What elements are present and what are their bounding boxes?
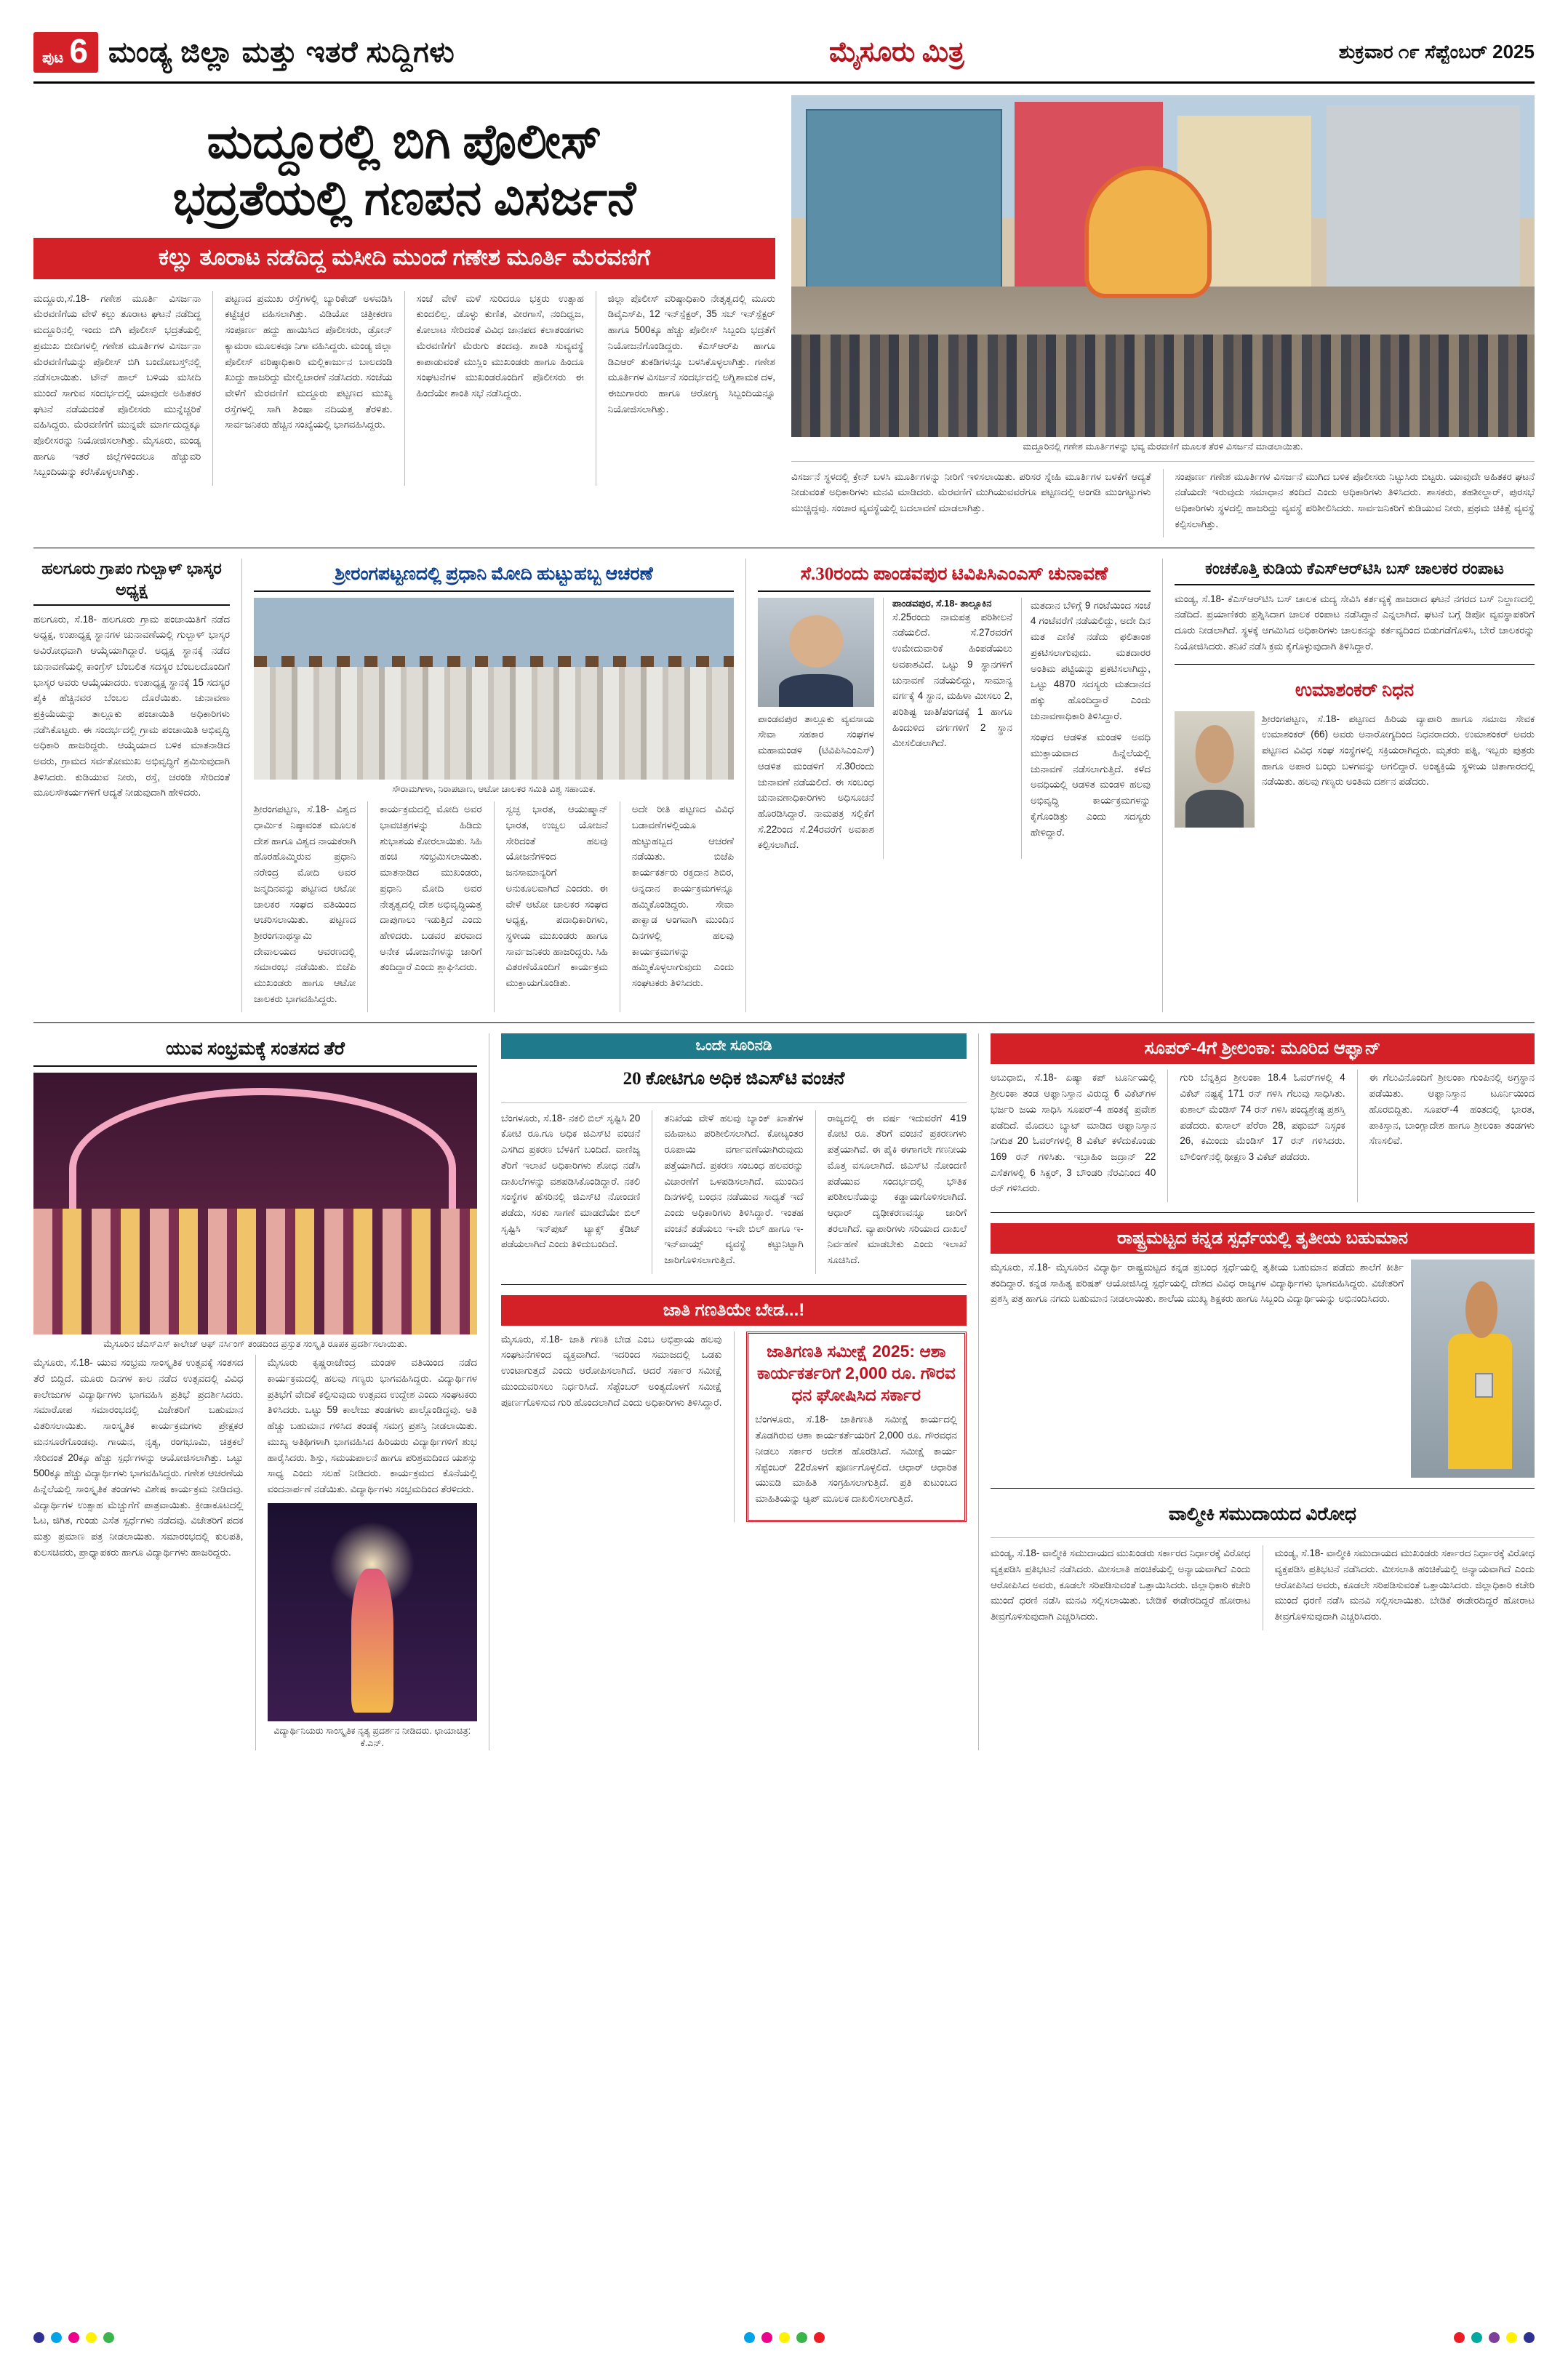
srirangapatna-col-4: ಅದೇ ರೀತಿ ಪಟ್ಟಣದ ವಿವಿಧ ಬಡಾವಣೆಗಳಲ್ಲಿಯೂ ಹುಟ್ಟುಹಬ್ಬದ ಆಚರಣೆ ನಡೆಯಿತು. ಬಿಜೆಪಿ ಕಾರ್ಯಕರ್ತರು ರಕ್ತದಾನ ಶಿಬಿರ, ಅನ್ನದಾನ ಕಾರ್ಯಕ್ರಮಗಳನ್ನೂ ಹಮ್ಮಿಕೊಂಡಿದ್ದರು. ಸೇವಾ ಪಾಕ್ವಾಡ ಅಂಗವಾಗಿ ಮುಂದಿನ ದಿನಗಳಲ್ಲಿ ಹಲವು ಕಾರ್ಯಕ್ರಮಗಳನ್ನು ಹಮ್ಮಿಕೊಳ್ಳಲಾಗುವುದು ಎಂದು ಸಂಘಟಕರು ತಿಳಿಸಿದರು. (631, 804, 734, 989)
lead-col-6: ಸಂಪೂರ್ಣ ಗಣೇಶ ಮೂರ್ತಿಗಳ ವಿಸರ್ಜನೆ ಮುಗಿದ ಬಳಿಕ ಪೊಲೀಸರು ನಿಟ್ಟುಸಿರು ಬಿಟ್ಟರು. ಯಾವುದೇ ಅಹಿತಕರ ಘಟನೆ ನಡೆಯದೇ ಇರುವುದು ಸಮಾಧಾನ ತಂದಿದೆ ಎಂದು ಅಧಿಕಾರಿಗಳು ತಿಳಿಸಿದರು. ಶಾಸಕರು, ತಹಶೀಲ್ದಾರ್, ಪುರಸಭೆ ಅಧಿಕಾರಿಗಳು ಸ್ಥಳದಲ್ಲಿ ಹಾಜರಿದ್ದು ವ್ಯವಸ್ಥೆ ಪರಿಶೀಲಿಸಿದರು. ಸಾರ್ವಜನಿಕರಿಗೆ ಕುಡಿಯುವ ನೀರು, ಪ್ರಥಮ ಚಿಕಿತ್ಸೆ ವ್ಯವಸ್ಥೆ ಕಲ್ಪಿಸಲಾಗಿತ್ತು. (1175, 471, 1535, 529)
gst-col-1: ಬೆಂಗಳೂರು, ಸೆ.18- ನಕಲಿ ಬಿಲ್ ಸೃಷ್ಟಿಸಿ 20 ಕೋಟಿ ರೂ.ಗೂ ಅಧಿಕ ಜಿಎಸ್‌ಟಿ ವಂಚನೆ ಎಸಗಿದ ಪ್ರಕರಣ ಬೆಳಕಿಗೆ ಬಂದಿದೆ. ವಾಣಿಜ್ಯ ತೆರಿಗೆ ಇಲಾಖೆ ಅಧಿಕಾರಿಗಳು ಶೋಧ ನಡೆಸಿ ದಾಖಲೆಗಳನ್ನು ವಶಪಡಿಸಿಕೊಂಡಿದ್ದಾರೆ. ನಕಲಿ ಸಂಸ್ಥೆಗಳ ಹೆಸರಿನಲ್ಲಿ ಜಿಎಸ್‌ಟಿ ನೋಂದಣಿ ಪಡೆದು, ಸರಕು ಸಾಗಣೆ ಮಾಡದೆಯೇ ಬಿಲ್ ಸೃಷ್ಟಿಸಿ ಇನ್‌ಪುಟ್ ಟ್ಯಾಕ್ಸ್ ಕ್ರೆಡಿಟ್ ಪಡೆಯಲಾಗಿದೆ ಎಂದು ತಿಳಿದುಬಂದಿದೆ. (501, 1112, 641, 1250)
srirangapatna-headline: ಶ್ರೀರಂಗಪಟ್ಟಣದಲ್ಲಿ ಪ್ರಧಾನಿ ಮೋದಿ ಹುಟ್ಟುಹಬ್ಬ ಆಚರಣೆ (254, 559, 734, 591)
reg-dot (86, 2332, 97, 2343)
halguru-headline: ಹಲಗೂರು ಗ್ರಾಪಂ ಗುಲ್ಬಾಳ್ ಭಾಸ್ಕರ ಅಧ್ಯಕ್ಷ (33, 559, 230, 605)
headline-line-2: ಭದ್ರತೆಯಲ್ಲಿ ಗಣಪನ ವಿಸರ್ಜನೆ (172, 172, 636, 225)
super4-col-2: ಗುರಿ ಬೆನ್ನತ್ತಿದ ಶ್ರೀಲಂಕಾ 18.4 ಓವರ್‌ಗಳಲ್ಲಿ 4 ವಿಕೆಟ್ ನಷ್ಟಕ್ಕೆ 171 ರನ್ ಗಳಿಸಿ ಗೆಲುವು ಸಾಧಿಸಿತು. ಕುಶಾಲ್ ಮೆಂಡಿಸ್ 74 ರನ್ ಗಳಿಸಿ ಪಂದ್ಯಶ್ರೇಷ್ಠ ಪ್ರಶಸ್ತಿ ಪಡೆದರು. ಕುಸಾಲ್ ಪೆರೆರಾ 28, ಪಥುಮ್ ನಿಸ್ಸಂಕ 26, ಕಮಿಂದು ಮೆಂಡಿಸ್ 17 ರನ್ ಗಳಿಸಿದರು. ಬೌಲಿಂಗ್‌ನಲ್ಲಿ ಥೀಕ್ಷಣ 3 ವಿಕೆಟ್ ಪಡೆದರು. (1180, 1072, 1345, 1162)
masthead (33, 32, 1535, 84)
valmiki-headline: ವಾಲ್ಮೀಕಿ ಸಮುದಾಯದ ವಿರೋಧ (1168, 1505, 1357, 1525)
section-title: ಮಂಡ್ಯ ಜಿಲ್ಲಾ ಮತ್ತು ಇತರೆ ಸುದ್ದಿಗಳು (108, 36, 455, 68)
lead-col-1: ಮದ್ದೂರು,ಸೆ.18- ಗಣೇಶ ಮೂರ್ತಿ ವಿಸರ್ಜನಾ ಮೆರವಣಿಗೆಯ ವೇಳೆ ಕಲ್ಲು ತೂರಾಟ ಘಟನೆ ನಡೆದಿದ್ದ ಮದ್ದೂರಿನಲ್ಲಿ ಇಂದು ಬಿಗಿ ಪೊಲೀಸ್ ಭದ್ರತೆಯಲ್ಲಿ ಪ್ರಮುಖ ಬೀದಿಗಳಲ್ಲಿ ಗಣೇಶ ಮೂರ್ತಿಗಳ ವಿಸರ್ಜನಾ ಮೆರವಣಿಗೆಯನ್ನು ಪೊಲೀಸ್ ಬಿಗಿ ಬಂದೋಬಸ್ತ್‌ನಲ್ಲಿ ನಡೆಸಲಾಯಿತು. ಟೌನ್ ಹಾಲ್ ಬಳಿಯ ಮಸೀದಿ ಮುಂದೆ ಸಾಗುವ ಸಂದರ್ಭದಲ್ಲಿ ಯಾವುದೇ ಅಹಿತಕರ ಘಟನೆ ನಡೆಯದಂತೆ ಪೊಲೀಸರು ಮುನ್ನೆಚ್ಚರಿಕೆ ವಹಿಸಿದ್ದರು. ಮೆರವಣಿಗೆಗೆ ಮುನ್ನವೇ ಮಾರ್ಗದುದ್ದಕ್ಕೂ ಪೊಲೀಸರನ್ನು ನಿಯೋಜಿಸಲಾಗಿತ್ತು. ಮೈಸೂರು, ಮಂಡ್ಯ ಹಾಗೂ ಇತರೆ ಜಿಲ್ಲೆಗಳಿಂದಲೂ ಹೆಚ್ಚುವರಿ ಸಿಬ್ಬಂದಿಯನ್ನು ಕರೆಸಿಕೊಳ್ಳಲಾಗಿತ್ತು. (33, 292, 201, 478)
pandavapura-col-2: ಸೆ.25ರಂದು ನಾಮಪತ್ರ ಪರಿಶೀಲನೆ ನಡೆಯಲಿದೆ. ಸೆ.27ರವರೆಗೆ ಉಮೇದುವಾರಿಕೆ ಹಿಂಪಡೆಯಲು ಅವಕಾಶವಿದೆ. ಒಟ್ಟು 9 ಸ್ಥಾನಗಳಿಗೆ ಚುನಾವಣೆ ನಡೆಯಲಿದ್ದು, ಸಾಮಾನ್ಯ ವರ್ಗಕ್ಕೆ 4 ಸ್ಥಾನ, ಮಹಿಳಾ ಮೀಸಲು 2, ಪರಿಶಿಷ್ಟ ಜಾತಿ/ಪಂಗಡಕ್ಕೆ 1 ಹಾಗೂ ಹಿಂದುಳಿದ ವರ್ಗಗಳಿಗೆ 2 ಸ್ಥಾನ ಮೀಸಲಿಡಲಾಗಿದೆ. (892, 611, 1012, 749)
valmiki-col-2: ಮಂಡ್ಯ, ಸೆ.18- ವಾಲ್ಮೀಕಿ ಸಮುದಾಯದ ಮುಖಂಡರು ಸರ್ಕಾರದ ನಿರ್ಧಾರಕ್ಕೆ ವಿರೋಧ ವ್ಯಕ್ತಪಡಿಸಿ ಪ್ರತಿಭಟನೆ ನಡೆಸಿದರು. ಮೀಸಲಾತಿ ಹಂಚಿಕೆಯಲ್ಲಿ ಅನ್ಯಾಯವಾಗಿದೆ ಎಂದು ಆರೋಪಿಸಿದ ಅವರು, ಕೂಡಲೇ ಸರಿಪಡಿಸುವಂತೆ ಒತ್ತಾಯಿಸಿದರು. ಜಿಲ್ಲಾಧಿಕಾರಿ ಕಚೇರಿ ಮುಂದೆ ಧರಣಿ ನಡೆಸಿ ಮನವಿ ಸಲ್ಲಿಸಲಾಯಿತು. ಬೇಡಿಕೆ ಈಡೇರದಿದ್ದರೆ ಹೋರಾಟ ತೀವ್ರಗೊಳಿಸುವುದಾಗಿ ಎಚ್ಚರಿಸಿದರು. (1274, 1548, 1535, 1622)
dots-center (744, 2332, 825, 2343)
modi-birthday-photo (254, 598, 734, 780)
caste-census-box (746, 1332, 967, 1522)
reg-dot (761, 2332, 772, 2343)
halguru-body: ಹಲಗೂರು, ಸೆ.18- ಹಲಗೂರು ಗ್ರಾಮ ಪಂಚಾಯಿತಿಗೆ ನಡೆದ ಅಧ್ಯಕ್ಷ, ಉಪಾಧ್ಯಕ್ಷ ಸ್ಥಾನಗಳ ಚುನಾವಣೆಯಲ್ಲಿ ಗುಲ್ಬಾಳ್ ಭಾಸ್ಕರ ಅವಿರೋಧವಾಗಿ ಆಯ್ಕೆಯಾಗಿದ್ದಾರೆ. ಅಧ್ಯಕ್ಷ ಸ್ಥಾನಕ್ಕೆ ನಡೆದ ಚುನಾವಣೆಯಲ್ಲಿ ಕಾಂಗ್ರೆಸ್ ಬೆಂಬಲಿತ ಸದಸ್ಯರ ಬೆಂಬಲದೊಂದಿಗೆ ಭಾಸ್ಕರ ಅವರು ಆಯ್ಕೆಯಾದರು. ಉಪಾಧ್ಯಕ್ಷ ಸ್ಥಾನಕ್ಕೆ 15 ಸದಸ್ಯರ ಪೈಕಿ ಹೆಚ್ಚಿನವರ ಬೆಂಬಲ ದೊರೆಯಿತು. ಚುನಾವಣಾ ಪ್ರಕ್ರಿಯೆಯನ್ನು ತಾಲ್ಲೂಕು ಪಂಚಾಯಿತಿ ಅಧಿಕಾರಿಗಳು ನಡೆಸಿಕೊಟ್ಟರು. ಈ ಸಂದರ್ಭದಲ್ಲಿ ಗ್ರಾಮ ಪಂಚಾಯಿತಿ ಅಭಿವೃದ್ಧಿ ಅಧಿಕಾರಿ ಹಾಜರಿದ್ದರು. ಆಯ್ಕೆಯಾದ ಬಳಿಕ ಮಾತನಾಡಿದ ಅವರು, ಗ್ರಾಮದ ಸರ್ವತೋಮುಖ ಅಭಿವೃದ್ಧಿಗೆ ಶ್ರಮಿಸುವುದಾಗಿ ತಿಳಿಸಿದರು. ಕುಡಿಯುವ ನೀರು, ರಸ್ತೆ, ಚರಂಡಿ ಸೇರಿದಂತೆ ಮೂಲಸೌಕರ್ಯಗಳಿಗೆ ಆದ್ಯತೆ ನೀಡುವುದಾಗಿ ಹೇಳಿದರು. (33, 613, 230, 798)
page-badge (33, 32, 98, 73)
caste-box-body: ಬೆಂಗಳೂರು, ಸೆ.18- ಜಾತಿಗಣತಿ ಸಮೀಕ್ಷೆ ಕಾರ್ಯದಲ್ಲಿ ತೊಡಗಿರುವ ಆಶಾ ಕಾರ್ಯಕರ್ತೆಯರಿಗೆ 2,000 ರೂ. ಗೌರವಧನ ನೀಡಲು ಸರ್ಕಾರ ಆದೇಶ ಹೊರಡಿಸಿದೆ. ಸಮೀಕ್ಷೆ ಕಾರ್ಯ ಸೆಪ್ಟೆಂಬರ್ 22ರೊಳಗೆ ಪೂರ್ಣಗೊಳ್ಳಲಿದೆ. ಆಧಾರ್ ಆಧಾರಿತ ಯುಐಡಿ ಮಾಹಿತಿ ಸಂಗ್ರಹಿಸಲಾಗುತ್ತಿದೆ. ಪ್ರತಿ ಕುಟುಂಬದ ಮಾಹಿತಿಯನ್ನು ಆ್ಯಪ್ ಮೂಲಕ ದಾಖಲಿಸಲಾಗುತ್ತಿದೆ. (755, 1414, 957, 1504)
srirangapatna-col-3: ಸ್ವಚ್ಛ ಭಾರತ, ಆಯುಷ್ಮಾನ್ ಭಾರತ, ಉಜ್ವಲ ಯೋಜನೆ ಸೇರಿದಂತೆ ಹಲವು ಯೋಜನೆಗಳಿಂದ ಜನಸಾಮಾನ್ಯರಿಗೆ ಅನುಕೂಲವಾಗಿದೆ ಎಂದರು. ಈ ವೇಳೆ ಆಟೋ ಚಾಲಕರ ಸಂಘದ ಅಧ್ಯಕ್ಷ, ಪದಾಧಿಕಾರಿಗಳು, ಸ್ಥಳೀಯ ಮುಖಂಡರು ಹಾಗೂ ಸಾರ್ವಜನಿಕರು ಹಾಜರಿದ್ದರು. ಸಿಹಿ ವಿತರಣೆಯೊಂದಿಗೆ ಕಾರ್ಯಕ್ರಮ ಮುಕ್ತಾಯಗೊಂಡಿತು. (505, 804, 608, 989)
pandavapura-col-4: ಸಂಘದ ಆಡಳಿತ ಮಂಡಳಿ ಅವಧಿ ಮುಕ್ತಾಯವಾದ ಹಿನ್ನೆಲೆಯಲ್ಲಿ ಚುನಾವಣೆ ನಡೆಸಲಾಗುತ್ತಿದೆ. ಕಳೆದ ಅವಧಿಯಲ್ಲಿ ಆಡಳಿತ ಮಂಡಳಿ ಹಲವು ಅಭಿವೃದ್ಧಿ ಕಾರ್ಯಕ್ರಮಗಳನ್ನು ಕೈಗೊಂಡಿತ್ತು ಎಂದು ಸದಸ್ಯರು ಹೇಳಿದ್ದಾರೆ. (1031, 732, 1151, 838)
super4-band: ಸೂಪರ್-4ಗೆ ಶ್ರೀಲಂಕಾ: ಮೂರಿದ ಆಫ್ಘಾನ್ (991, 1033, 1535, 1064)
bus-body: ಮಂಡ್ಯ, ಸೆ.18- ಕೆಎಸ್‌ಆರ್‌ಟಿಸಿ ಬಸ್ ಚಾಲಕ ಮದ್ಯ ಸೇವಿಸಿ ಕರ್ತವ್ಯಕ್ಕೆ ಹಾಜರಾದ ಘಟನೆ ನಗರದ ಬಸ್ ನಿಲ್ದಾಣದಲ್ಲಿ ನಡೆದಿದೆ. ಪ್ರಯಾಣಿಕರು ಪ್ರಶ್ನಿಸಿದಾಗ ಚಾಲಕ ರಂಪಾಟ ನಡೆಸಿದ್ದಾನೆ ಎನ್ನಲಾಗಿದೆ. ಘಟನೆ ಬಗ್ಗೆ ಡಿಪೋ ವ್ಯವಸ್ಥಾಪಕರಿಗೆ ದೂರು ನೀಡಲಾಗಿದೆ. ಸ್ಥಳಕ್ಕೆ ಆಗಮಿಸಿದ ಅಧಿಕಾರಿಗಳು ಚಾಲಕನನ್ನು ಕರ್ತವ್ಯದಿಂದ ಬಿಡುಗಡೆಗೊಳಿಸಿ, ಬೇರೆ ಚಾಲಕರನ್ನು ನಿಯೋಜಿಸಿದರು. ತನಿಖೆ ನಡೆಸಿ ಕ್ರಮ ಕೈಗೊಳ್ಳುವುದಾಗಿ ತಿಳಿಸಿದ್ದಾರೆ. (1175, 593, 1535, 652)
pandavapura-col-1: ಪಾಂಡವಪುರ ತಾಲ್ಲೂಕು ವ್ಯವಸಾಯ ಸೇವಾ ಸಹಕಾರ ಸಂಘಗಳ ಮಹಾಮಂಡಳಿ (ಟಿವಿಪಿಸಿಎಂಎಸ್) ಆಡಳಿತ ಮಂಡಳಿಗೆ ಸೆ.30ರಂದು ಚುನಾವಣೆ ನಡೆಯಲಿದೆ. ಈ ಸಂಬಂಧ ಚುನಾವಣಾಧಿಕಾರಿಗಳು ಅಧಿಸೂಚನೆ ಹೊರಡಿಸಿದ್ದಾರೆ. ನಾಮಪತ್ರ ಸಲ್ಲಿಕೆಗೆ ಸೆ.22ರಿಂದ ಸೆ.24ರವರೆಗೆ ಅವಕಾಶ ಕಲ್ಪಿಸಲಾಗಿದೆ. (758, 713, 874, 851)
gst-col-3: ರಾಜ್ಯದಲ್ಲಿ ಈ ವರ್ಷ ಇದುವರೆಗೆ 419 ಕೋಟಿ ರೂ. ತೆರಿಗೆ ವಂಚನೆ ಪ್ರಕರಣಗಳು ಪತ್ತೆಯಾಗಿವೆ. ಈ ಪೈಕಿ ಈಗಾಗಲೇ ಗಣನೀಯ ಮೊತ್ತ ವಸೂಲಾಗಿದೆ. ಜಿಎಸ್‌ಟಿ ನೋಂದಣಿ ಪಡೆಯುವ ಸಂದರ್ಭದಲ್ಲಿ ಭೌತಿಕ ಪರಿಶೀಲನೆಯನ್ನು ಕಡ್ಡಾಯಗೊಳಿಸಲಾಗಿದೆ. ಆಧಾರ್ ದೃಢೀಕರಣವನ್ನೂ ಜಾರಿಗೆ ತರಲಾಗಿದೆ. ವ್ಯಾಪಾರಿಗಳು ಸರಿಯಾದ ದಾಖಲೆ ನಿರ್ವಹಣೆ ಮಾಡಬೇಕು ಎಂದು ಇಲಾಖೆ ಸೂಚಿಸಿದೆ. (827, 1112, 967, 1266)
valmiki-col-1: ಮಂಡ್ಯ, ಸೆ.18- ವಾಲ್ಮೀಕಿ ಸಮುದಾಯದ ಮುಖಂಡರು ಸರ್ಕಾರದ ನಿರ್ಧಾರಕ್ಕೆ ವಿರೋಧ ವ್ಯಕ್ತಪಡಿಸಿ ಪ್ರತಿಭಟನೆ ನಡೆಸಿದರು. ಮೀಸಲಾತಿ ಹಂಚಿಕೆಯಲ್ಲಿ ಅನ್ಯಾಯವಾಗಿದೆ ಎಂದು ಆರೋಪಿಸಿದ ಅವರು, ಕೂಡಲೇ ಸರಿಪಡಿಸುವಂತೆ ಒತ್ತಾಯಿಸಿದರು. ಜಿಲ್ಲಾಧಿಕಾರಿ ಕಚೇರಿ ಮುಂದೆ ಧರಣಿ ನಡೆಸಿ ಮನವಿ ಸಲ್ಲಿಸಲಾಯಿತು. ಬೇಡಿಕೆ ಈಡೇರದಿದ್ದರೆ ಹೋರಾಟ ತೀವ್ರಗೊಳಿಸುವುದಾಗಿ ಎಚ್ಚರಿಸಿದರು. (991, 1548, 1251, 1622)
reg-dot (68, 2332, 79, 2343)
ganesha-procession-photo (791, 95, 1535, 437)
pandavapura-headline: ಸೆ.30ರಂದು ಪಾಂಡವಪುರ ಟಿವಿಪಿಸಿಎಂಎಸ್ ಚುನಾವಣೆ (758, 559, 1151, 591)
culture-photo-caption: ಮೈಸೂರಿನ ಜೆಎಸ್‌ಎಸ್ ಕಾಲೇಜ್ ಆಫ್ ನರ್ಸಿಂಗ್ ತಂಡದಿಂದ ಪ್ರಸ್ತುತ ಸಂಸ್ಕೃತಿ ರೂಪಕ ಪ್ರದರ್ಶಿಸಲಾಯಿತು. (103, 1338, 407, 1349)
culture-stage-photo (33, 1073, 477, 1334)
reg-dot (1524, 2332, 1535, 2343)
reg-dot (744, 2332, 755, 2343)
reg-dot (103, 2332, 114, 2343)
lead-col-4: ಜಿಲ್ಲಾ ಪೊಲೀಸ್ ವರಿಷ್ಠಾಧಿಕಾರಿ ನೇತೃತ್ವದಲ್ಲಿ ಮೂರು ಡಿವೈಎಸ್‌ಪಿ, 12 ಇನ್‌ಸ್ಪೆಕ್ಟರ್, 35 ಸಬ್ ಇನ್‌ಸ್ಪೆಕ್ಟರ್ ಹಾಗೂ 500ಕ್ಕೂ ಹೆಚ್ಚು ಪೊಲೀಸ್ ಸಿಬ್ಬಂದಿ ಭದ್ರತೆಗೆ ನಿಯೋಜನೆಗೊಂಡಿದ್ದರು. ಕೆಎಸ್‌ಆರ್‌ಪಿ ಹಾಗೂ ಡಿಎಆರ್ ತುಕಡಿಗಳನ್ನೂ ಬಳಸಿಕೊಳ್ಳಲಾಗಿತ್ತು. ಗಣೇಶ ಮೂರ್ತಿಗಳ ವಿಸರ್ಜನೆ ಸಂದರ್ಭದಲ್ಲಿ ಅಗ್ನಿಶಾಮಕ ದಳ, ಈಜುಗಾರರು ಹಾಗೂ ಆರೋಗ್ಯ ಸಿಬ್ಬಂದಿಯನ್ನೂ ನಿಯೋಜಿಸಲಾಗಿತ್ತು. (607, 292, 775, 415)
footer-registration-marks (33, 2332, 1535, 2343)
dots-right (1454, 2332, 1535, 2343)
lead-col-3: ಸಂಜೆ ವೇಳೆ ಮಳೆ ಸುರಿದರೂ ಭಕ್ತರು ಉತ್ಸಾಹ ಕುಂದಲಿಲ್ಲ. ಡೊಳ್ಳು ಕುಣಿತ, ವೀರಗಾಸೆ, ನಂದಿಧ್ವಜ, ಕೋಲಾಟ ಸೇರಿದಂತೆ ವಿವಿಧ ಜಾನಪದ ಕಲಾತಂಡಗಳು ಮೆರವಣಿಗೆಗೆ ಮೆರುಗು ತಂದವು. ಶಾಂತಿ ಸುವ್ಯವಸ್ಥೆ ಕಾಪಾಡುವಂತೆ ಮುಸ್ಲಿಂ ಮುಖಂಡರು ಹಾಗೂ ಹಿಂದೂ ಸಂಘಟನೆಗಳ ಮುಖಂಡರೊಂದಿಗೆ ಪೊಲೀಸರು ಈ ಹಿಂದೆಯೇ ಶಾಂತಿ ಸಭೆ ನಡೆಸಿದ್ದರು. (416, 292, 584, 399)
culture-col-1: ಮೈಸೂರು, ಸೆ.18- ಯುವ ಸಂಭ್ರಮ ಸಾಂಸ್ಕೃತಿಕ ಉತ್ಸವಕ್ಕೆ ಸಂತಸದ ತೆರೆ ಬಿದ್ದಿದೆ. ಮೂರು ದಿನಗಳ ಕಾಲ ನಡೆದ ಉತ್ಸವದಲ್ಲಿ ವಿವಿಧ ಕಾಲೇಜುಗಳ ವಿದ್ಯಾರ್ಥಿಗಳು ಭಾಗವಹಿಸಿ ಪ್ರತಿಭೆ ಪ್ರದರ್ಶಿಸಿದರು. ಸಮಾರೋಪ ಸಮಾರಂಭದಲ್ಲಿ ವಿಜೇತರಿಗೆ ಬಹುಮಾನ ವಿತರಿಸಲಾಯಿತು. ಸಾಂಸ್ಕೃತಿಕ ಕಾರ್ಯಕ್ರಮಗಳು ಪ್ರೇಕ್ಷಕರ ಮನಸೂರೆಗೊಂಡವು. ಗಾಯನ, ನೃತ್ಯ, ರಂಗಭೂಮಿ, ಚಿತ್ರಕಲೆ ಸೇರಿದಂತೆ 20ಕ್ಕೂ ಹೆಚ್ಚು ಸ್ಪರ್ಧೆಗಳನ್ನು ಆಯೋಜಿಸಲಾಗಿತ್ತು. ಒಟ್ಟು 500ಕ್ಕೂ ಹೆಚ್ಚು ವಿದ್ಯಾರ್ಥಿಗಳು ಭಾಗವಹಿಸಿದ್ದರು. ಗಣೇಶ ಆಚರಣೆಯ ಹಿನ್ನೆಲೆಯಲ್ಲಿ ಸಾಂಸ್ಕೃತಿಕ ತಂಡಗಳು ವಿಶೇಷ ಕಾರ್ಯಕ್ರಮ ನೀಡಿದವು. ವಿದ್ಯಾರ್ಥಿಗಳ ಉತ್ಸಾಹ ಮೆಚ್ಚುಗೆಗೆ ಪಾತ್ರವಾಯಿತು. ಕ್ರೀಡಾಕೂಟದಲ್ಲಿ ಓಟ, ಜಿಗಿತ, ಗುಂಡು ಎಸೆತ ಸ್ಪರ್ಧೆಗಳು ನಡೆದವು. ವಿಜೇತರಿಗೆ ಪದಕ ಮತ್ತು ಪ್ರಮಾಣ ಪತ್ರ ನೀಡಲಾಯಿತು. ಸಮಾರಂಭದಲ್ಲಿ ಕುಲಪತಿ, ಕುಲಸಚಿವರು, ಪ್ರಾಧ್ಯಾಪಕರು ಹಾಗೂ ವಿದ್ಯಾರ್ಥಿಗಳು ಹಾಜರಿದ್ದರು. (33, 1357, 244, 1558)
pandavapura-col-3: ಮತದಾನ ಬೆಳಿಗ್ಗೆ 9 ಗಂಟೆಯಿಂದ ಸಂಜೆ 4 ಗಂಟೆವರೆಗೆ ನಡೆಯಲಿದ್ದು, ಅದೇ ದಿನ ಮತ ಎಣಿಕೆ ನಡೆದು ಫಲಿತಾಂಶ ಪ್ರಕಟಿಸಲಾಗುವುದು. ಮತದಾರರ ಅಂತಿಮ ಪಟ್ಟಿಯನ್ನು ಪ್ರಕಟಿಸಲಾಗಿದ್ದು, ಒಟ್ಟು 4870 ಸದಸ್ಯರು ಮತದಾನದ ಹಕ್ಕು ಹೊಂದಿದ್ದಾರೆ ಎಂದು ಚುನಾವಣಾಧಿಕಾರಿ ತಿಳಿಸಿದ್ದಾರೆ. (1031, 599, 1151, 721)
gst-headline: 20 ಕೋಟಿಗೂ ಅಧಿಕ ಜಿಎಸ್‌ಟಿ ವಂಚನೆ (623, 1069, 845, 1089)
culture-photo-caption-2: ವಿದ್ಯಾರ್ಥಿನಿಯರು ಸಾಂಸ್ಕೃತಿಕ ನೃತ್ಯ ಪ್ರದರ್ಶನ ನೀಡಿದರು. ಛಾಯಾಚಿತ್ರ: ಕೆ.ಎನ್. (273, 1725, 471, 1749)
award-winner-photo (1411, 1260, 1535, 1478)
lead-subbar: ಕಲ್ಲು ತೂರಾಟ ನಡೆದಿದ್ದ ಮಸೀದಿ ಮುಂದೆ ಗಣೇಶ ಮೂರ್ತಿ ಮೆರವಣಿಗೆ (33, 238, 775, 279)
dots-left (33, 2332, 114, 2343)
reg-dot (1489, 2332, 1500, 2343)
one-roof-band: ಒಂದೇ ಸೂರಿನಡಿ (501, 1033, 967, 1059)
culture-col-2: ಮೈಸೂರು ಕೃಷ್ಣರಾಜೇಂದ್ರ ಮಂಡಳಿ ವತಿಯಿಂದ ನಡೆದ ಕಾರ್ಯಕ್ರಮದಲ್ಲಿ ಹಲವು ಗಣ್ಯರು ಭಾಗವಹಿಸಿದ್ದರು. ವಿದ್ಯಾರ್ಥಿಗಳ ಪ್ರತಿಭೆಗೆ ವೇದಿಕೆ ಕಲ್ಪಿಸುವುದು ಉತ್ಸವದ ಉದ್ದೇಶ ಎಂದು ಸಂಘಟಕರು ತಿಳಿಸಿದರು. ಒಟ್ಟು 59 ಕಾಲೇಜು ತಂಡಗಳು ಪಾಲ್ಗೊಂಡಿದ್ದವು. ಅತಿ ಹೆಚ್ಚು ಬಹುಮಾನ ಗಳಿಸಿದ ತಂಡಕ್ಕೆ ಸಮಗ್ರ ಪ್ರಶಸ್ತಿ ನೀಡಲಾಯಿತು. ಮುಖ್ಯ ಅತಿಥಿಗಳಾಗಿ ಭಾಗವಹಿಸಿದ ಹಿರಿಯರು ವಿದ್ಯಾರ್ಥಿಗಳಿಗೆ ಶುಭ ಹಾರೈಸಿದರು. ಶಿಸ್ತು, ಸಮಯಪಾಲನೆ ಹಾಗೂ ಪರಿಶ್ರಮದಿಂದ ಯಶಸ್ಸು ಸಾಧ್ಯ ಎಂದು ಸಲಹೆ ನೀಡಿದರು. ಕಾರ್ಯಕ್ರಮದ ಕೊನೆಯಲ್ಲಿ ವಂದನಾರ್ಪಣೆ ನಡೆಯಿತು. ವಿದ್ಯಾರ್ಥಿಗಳು ಸಂಭ್ರಮದಿಂದ ತೆರಳಿದರು. (267, 1357, 477, 1494)
reg-dot (51, 2332, 62, 2343)
caste-box-title: ಜಾತಿಗಣತಿ ಸಮೀಕ್ಷೆ 2025: ಆಶಾ ಕಾರ್ಯಕರ್ತರಿಗೆ 2,000 ರೂ. ಗೌರವ ಧನ ಘೋಷಿಸಿದ ಸರ್ಕಾರ (756, 1341, 956, 1404)
publication-logo: ಮೈಸೂರು ಮಿತ್ರ (829, 37, 964, 68)
page-number: 6 (69, 32, 88, 70)
obit-headline: ಉಮಾಶಂಕರ್ ನಿಧನ (1295, 681, 1415, 701)
super4-col-1: ಅಬುಧಾಬಿ, ಸೆ.18- ಏಷ್ಯಾ ಕಪ್ ಟೂರ್ನಿಯಲ್ಲಿ ಶ್ರೀಲಂಕಾ ತಂಡ ಆಫ್ಘಾನಿಸ್ತಾನ ವಿರುದ್ಧ 6 ವಿಕೆಟ್‌ಗಳ ಭರ್ಜರಿ ಜಯ ಸಾಧಿಸಿ ಸೂಪರ್-4 ಹಂತಕ್ಕೆ ಪ್ರವೇಶ ಪಡೆದಿದೆ. ಮೊದಲು ಬ್ಯಾಟ್ ಮಾಡಿದ ಆಫ್ಘಾನಿಸ್ತಾನ ನಿಗದಿತ 20 ಓವರ್‌ಗಳಲ್ಲಿ 8 ವಿಕೆಟ್ ಕಳೆದುಕೊಂಡು 169 ರನ್ ಗಳಿಸಿತು. ಇಬ್ರಾಹಿಂ ಜದ್ರಾನ್ 22 ಎಸೆತಗಳಲ್ಲಿ 6 ಸಿಕ್ಸರ್, 3 ಬೌಂಡರಿ ನೆರವಿನಿಂದ 40 ರನ್ ಗಳಿಸಿದರು. (991, 1072, 1156, 1194)
culture-dance-photo (268, 1503, 478, 1721)
lead-columns-left (33, 291, 775, 486)
caste-body: ಮೈಸೂರು, ಸೆ.18- ಜಾತಿ ಗಣತಿ ಬೇಡ ಎಂಬ ಅಭಿಪ್ರಾಯ ಹಲವು ಸಂಘಟನೆಗಳಿಂದ ವ್ಯಕ್ತವಾಗಿದೆ. ಇದರಿಂದ ಸಮಾಜದಲ್ಲಿ ಒಡಕು ಉಂಟಾಗುತ್ತದೆ ಎಂದು ಆರೋಪಿಸಲಾಗಿದೆ. ಆದರೆ ಸರ್ಕಾರ ಸಮೀಕ್ಷೆ ಮುಂದುವರಿಸಲು ನಿರ್ಧರಿಸಿದೆ. ಸೆಪ್ಟೆಂಬರ್ ಅಂತ್ಯದೊಳಗೆ ಸಮೀಕ್ಷೆ ಪೂರ್ಣಗೊಳಿಸುವ ಗುರಿ ಹೊಂದಲಾಗಿದೆ ಎಂದು ಅಧಿಕಾರಿಗಳು ತಿಳಿಸಿದ್ದಾರೆ. (501, 1333, 722, 1408)
obit-portrait (1175, 711, 1255, 828)
reg-dot (33, 2332, 44, 2343)
lead-columns-right (791, 469, 1535, 538)
gst-col-2: ತನಿಖೆಯ ವೇಳೆ ಹಲವು ಬ್ಯಾಂಕ್ ಖಾತೆಗಳ ವಹಿವಾಟು ಪರಿಶೀಲಿಸಲಾಗಿದೆ. ಕೋಟ್ಯಂತರ ರೂಪಾಯಿ ವರ್ಗಾವಣೆಯಾಗಿರುವುದು ಪತ್ತೆಯಾಗಿದೆ. ಪ್ರಕರಣ ಸಂಬಂಧ ಹಲವರನ್ನು ವಿಚಾರಣೆಗೆ ಒಳಪಡಿಸಲಾಗಿದೆ. ಮುಂದಿನ ದಿನಗಳಲ್ಲಿ ಬಂಧನ ನಡೆಯುವ ಸಾಧ್ಯತೆ ಇದೆ ಎಂದು ಅಧಿಕಾರಿಗಳು ತಿಳಿಸಿದ್ದಾರೆ. ಇಂತಹ ವಂಚನೆ ತಡೆಯಲು ಇ-ವೇ ಬಿಲ್ ಹಾಗೂ ಇ-ಇನ್‌ವಾಯ್ಸ್ ವ್ಯವಸ್ಥೆ ಕಟ್ಟುನಿಟ್ಟಾಗಿ ಜಾರಿಗೊಳಿಸಲಾಗುತ್ತಿದೆ. (664, 1112, 804, 1266)
caste-census-band: ಜಾತಿ ಗಣತಿಯೇ ಬೇಡ...! (501, 1295, 967, 1326)
lead-photo-caption: ಮದ್ದೂರಿನಲ್ಲಿ ಗಣೇಶ ಮೂರ್ತಿಗಳನ್ನು ಭವ್ಯ ಮೆರವಣಿಗೆ ಮೂಲಕ ತೆರಳಿ ವಿಸರ್ಜನೆ ಮಾಡಲಾಯಿತು. (1023, 441, 1303, 452)
bus-headline: ಕಂಚಕೊತ್ತಿ ಕುಡಿಯ ಕೆಎಸ್‌ಆರ್‌ಟಿಸಿ ಬಸ್ ಚಾಲಕರ ರಂಪಾಟ (1175, 559, 1535, 585)
page-word: ಪುಟ (42, 50, 64, 66)
reg-dot (1506, 2332, 1517, 2343)
lead-headline (33, 114, 775, 228)
masthead-left (33, 32, 455, 73)
srirangapatna-col-1: ಶ್ರೀರಂಗಪಟ್ಟಣ, ಸೆ.18- ವಿಶ್ವದ ಧಾರ್ಮಿಕ ನಿಷ್ಠಾವಂತ ಮೂಲಕ ದೇಶ ಹಾಗೂ ವಿಶ್ವದ ನಾಯಕರಾಗಿ ಹೊರಹೊಮ್ಮಿರುವ ಪ್ರಧಾನಿ ನರೇಂದ್ರ ಮೋದಿ ಅವರ ಜನ್ಮದಿನವನ್ನು ಪಟ್ಟಣದ ಆಟೋ ಚಾಲಕರ ಸಂಘದ ವತಿಯಿಂದ ಆಚರಿಸಲಾಯಿತು. ಪಟ್ಟಣದ ಶ್ರೀರಂಗನಾಥಸ್ವಾಮಿ ದೇವಾಲಯದ ಆವರಣದಲ್ಲಿ ಸಮಾರಂಭ ನಡೆಯಿತು. ಬಿಜೆಪಿ ಮುಖಂಡರು ಹಾಗೂ ಆಟೋ ಚಾಲಕರು ಭಾಗವಹಿಸಿದ್ದರು. (254, 804, 356, 1004)
reg-dot (779, 2332, 790, 2343)
srirangapatna-col-2: ಕಾರ್ಯಕ್ರಮದಲ್ಲಿ ಮೋದಿ ಅವರ ಭಾವಚಿತ್ರಗಳನ್ನು ಹಿಡಿದು ಶುಭಾಶಯ ಕೋರಲಾಯಿತು. ಸಿಹಿ ಹಂಚಿ ಸಂಭ್ರಮಿಸಲಾಯಿತು. ಮಾತನಾಡಿದ ಮುಖಂಡರು, ಪ್ರಧಾನಿ ಮೋದಿ ಅವರ ನೇತೃತ್ವದಲ್ಲಿ ದೇಶ ಅಭಿವೃದ್ಧಿಯತ್ತ ದಾಪುಗಾಲು ಇಡುತ್ತಿದೆ ಎಂದು ಹೇಳಿದರು. ಬಡವರ ಪರವಾದ ಅನೇಕ ಯೋಜನೆಗಳನ್ನು ಜಾರಿಗೆ ತಂದಿದ್ದಾರೆ ಎಂದು ಶ್ಲಾಘಿಸಿದರು. (380, 804, 482, 973)
award-body: ಮೈಸೂರು, ಸೆ.18- ಮೈಸೂರಿನ ವಿದ್ಯಾರ್ಥಿ ರಾಷ್ಟ್ರಮಟ್ಟದ ಕನ್ನಡ ಪ್ರಬಂಧ ಸ್ಪರ್ಧೆಯಲ್ಲಿ ತೃತೀಯ ಬಹುಮಾನ ಪಡೆದು ಶಾಲೆಗೆ ಕೀರ್ತಿ ತಂದಿದ್ದಾರೆ. ಕನ್ನಡ ಸಾಹಿತ್ಯ ಪರಿಷತ್ ಆಯೋಜಿಸಿದ್ದ ಸ್ಪರ್ಧೆಯಲ್ಲಿ ದೇಶದ ವಿವಿಧ ರಾಜ್ಯಗಳ ವಿದ್ಯಾರ್ಥಿಗಳು ಭಾಗವಹಿಸಿದ್ದರು. ವಿಜೇತರಿಗೆ ಪ್ರಶಸ್ತಿ ಪತ್ರ ಹಾಗೂ ನಗದು ಬಹುಮಾನ ನೀಡಲಾಯಿತು. ಶಾಲೆಯ ಮುಖ್ಯ ಶಿಕ್ಷಕರು ಹಾಗೂ ಸಿಬ್ಬಂದಿ ವಿದ್ಯಾರ್ಥಿಯನ್ನು ಅಭಿನಂದಿಸಿದರು. (991, 1262, 1404, 1305)
obit-body: ಶ್ರೀರಂಗಪಟ್ಟಣ, ಸೆ.18- ಪಟ್ಟಣದ ಹಿರಿಯ ವ್ಯಾಪಾರಿ ಹಾಗೂ ಸಮಾಜ ಸೇವಕ ಉಮಾಶಂಕರ್ (66) ಅವರು ಅನಾರೋಗ್ಯದಿಂದ ನಿಧನರಾದರು. ಉಮಾಶಂಕರ್ ಅವರು ಪಟ್ಟಣದ ವಿವಿಧ ಸಂಘ ಸಂಸ್ಥೆಗಳಲ್ಲಿ ಸಕ್ರಿಯರಾಗಿದ್ದರು. ಮೃತರು ಪತ್ನಿ, ಇಬ್ಬರು ಪುತ್ರರು ಹಾಗೂ ಅಪಾರ ಬಂಧು ಬಳಗವನ್ನು ಅಗಲಿದ್ದಾರೆ. ಅಂತ್ಯಕ್ರಿಯೆ ಸ್ಥಳೀಯ ಚಿತಾಗಾರದಲ್ಲಿ ನಡೆಯಿತು. ಹಲವು ಗಣ್ಯರು ಅಂತಿಮ ದರ್ಶನ ಪಡೆದರು. (1262, 713, 1535, 788)
reg-dot (796, 2332, 807, 2343)
reg-dot (1471, 2332, 1482, 2343)
super4-col-3: ಈ ಗೆಲುವಿನೊಂದಿಗೆ ಶ್ರೀಲಂಕಾ ಗುಂಪಿನಲ್ಲಿ ಅಗ್ರಸ್ಥಾನ ಪಡೆಯಿತು. ಆಫ್ಘಾನಿಸ್ತಾನ ಟೂರ್ನಿಯಿಂದ ಹೊರಬಿದ್ದಿತು. ಸೂಪರ್-4 ಹಂತದಲ್ಲಿ ಭಾರತ, ಪಾಕಿಸ್ತಾನ, ಬಾಂಗ್ಲಾದೇಶ ಹಾಗೂ ಶ್ರೀಲಂಕಾ ತಂಡಗಳು ಸೆಣಸಲಿವೆ. (1369, 1072, 1535, 1147)
srirangapatna-photo-caption: ಸೌರಾಮಗೀಳಾ, ನಿರಾಪಟಾಣ, ಆಟೋ ಚಾಲಕರ ಸಮಿತಿ ವಿಶ್ವ ಸಹಾಯಕ. (392, 783, 596, 794)
award-band: ರಾಷ್ಟ್ರಮಟ್ಟದ ಕನ್ನಡ ಸ್ಪರ್ಧೆಯಲ್ಲಿ ತೃತೀಯ ಬಹುಮಾನ (991, 1223, 1535, 1254)
pandavapura-byline: ಪಾಂಡವಪುರ, ಸೆ.18- ತಾಲ್ಲೂಕಿನ (892, 597, 992, 609)
lead-col-2: ಪಟ್ಟಣದ ಪ್ರಮುಖ ರಸ್ತೆಗಳಲ್ಲಿ ಬ್ಯಾರಿಕೇಡ್ ಅಳವಡಿಸಿ ಕಟ್ಟೆಚ್ಚರ ವಹಿಸಲಾಗಿತ್ತು. ವಿಡಿಯೋ ಚಿತ್ರೀಕರಣ ಸಂಪೂರ್ಣ ಹದ್ದು ಹಾಯಿಸಿದ ಪೊಲೀಸರು, ಡ್ರೋನ್ ಕ್ಯಾಮರಾ ಮೂಲಕವೂ ನಿಗಾ ವಹಿಸಿದ್ದರು. ಮಂಡ್ಯ ಜಿಲ್ಲಾ ಪೊಲೀಸ್ ವರಿಷ್ಠಾಧಿಕಾರಿ ಮಲ್ಲಿಕಾರ್ಜುನ ಬಾಲದಂಡಿ ಖುದ್ದು ಹಾಜರಿದ್ದು ಮೇಲ್ವಿಚಾರಣೆ ನಡೆಸಿದರು. ಸಂಜೆಯ ವೇಳೆಗೆ ಮೆರವಣಿಗೆ ಮದ್ದೂರು ಪಟ್ಟಣದ ಮುಖ್ಯ ರಸ್ತೆಗಳಲ್ಲಿ ಸಾಗಿ ಶಿಂಷಾ ನದಿಯತ್ತ ತೆರಳಿತು. ಸಾರ್ವಜನಿಕರು ಹೆಚ್ಚಿನ ಸಂಖ್ಯೆಯಲ್ಲಿ ಭಾಗವಹಿಸಿದ್ದರು. (225, 292, 393, 431)
reg-dot (814, 2332, 825, 2343)
headline-line-1: ಮದ್ದೂರಲ್ಲಿ ಬಿಗಿ ಪೊಲೀಸ್ (207, 116, 602, 169)
lead-col-5: ವಿಸರ್ಜನೆ ಸ್ಥಳದಲ್ಲಿ ಕ್ರೇನ್ ಬಳಸಿ ಮೂರ್ತಿಗಳನ್ನು ನೀರಿಗೆ ಇಳಿಸಲಾಯಿತು. ಪರಿಸರ ಸ್ನೇಹಿ ಮೂರ್ತಿಗಳ ಬಳಕೆಗೆ ಆದ್ಯತೆ ನೀಡುವಂತೆ ಅಧಿಕಾರಿಗಳು ಮನವಿ ಮಾಡಿದರು. ಮೆರವಣಿಗೆ ಮುಗಿಯುವವರೆಗೂ ಪಟ್ಟಣದಲ್ಲಿ ಅಂಗಡಿ ಮುಂಗಟ್ಟುಗಳು ಮುಚ್ಚಿದ್ದವು. ಸಂಚಾರ ವ್ಯವಸ್ಥೆಯಲ್ಲಿ ಬದಲಾವಣೆ ಮಾಡಲಾಗಿತ್ತು. (791, 471, 1151, 514)
culture-headline: ಯುವ ಸಂಭ್ರಮಕ್ಕೆ ಸಂತಸದ ತೆರೆ (33, 1033, 477, 1066)
pandavapura-portrait (758, 598, 874, 707)
reg-dot (1454, 2332, 1465, 2343)
publication-date: ಶುಕ್ರವಾರ ೧೯ ಸೆಪ್ಟೆಂಬರ್ 2025 (1338, 41, 1535, 63)
